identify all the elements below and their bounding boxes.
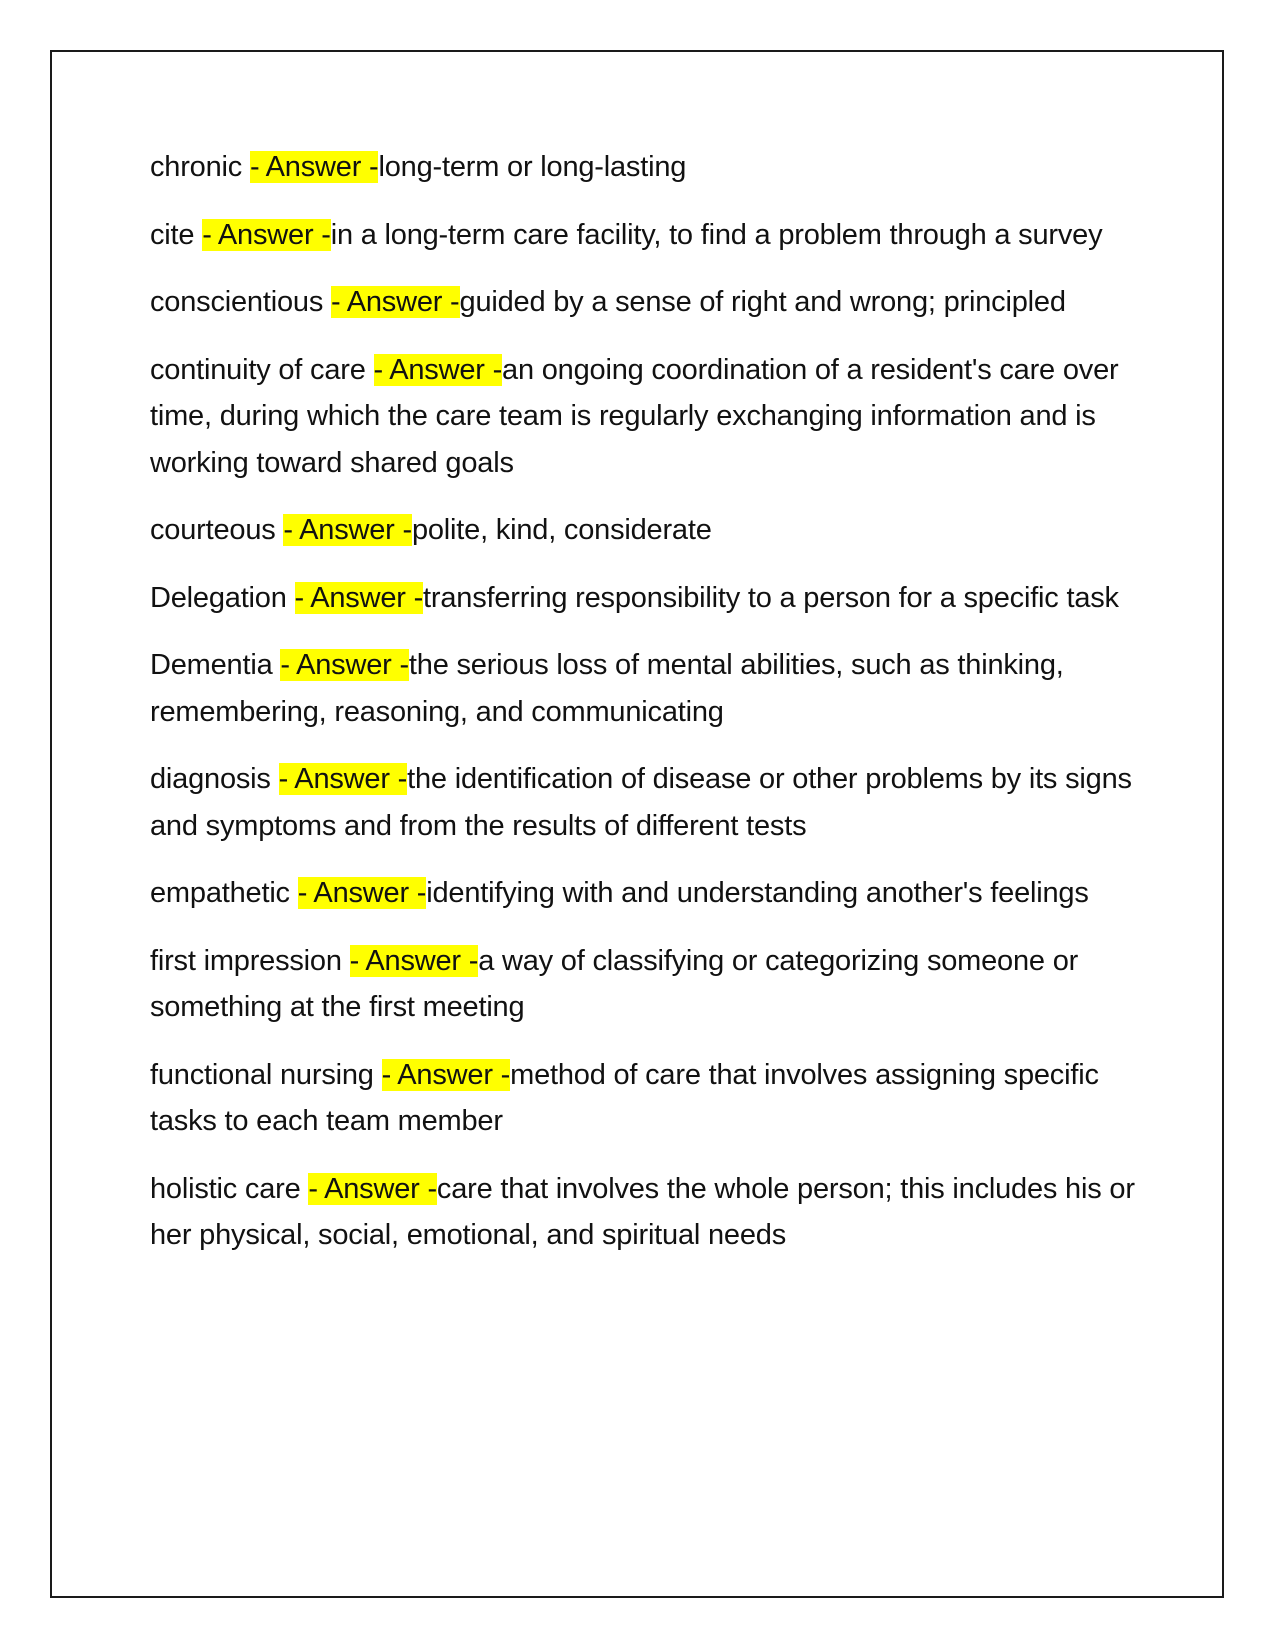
entry-term: chronic (150, 151, 250, 183)
glossary-entry (150, 507, 1140, 554)
entry-term: functional nursing (150, 1058, 382, 1091)
entry-term: continuity of care (150, 353, 374, 386)
answer-highlight: - Answer - (297, 877, 427, 909)
glossary-entry (150, 212, 1140, 259)
entry-definition: an ongoing coordination of a resident's care over time, during which the care team is regularly exchanging information and is working toward shared goals (150, 353, 1119, 479)
entry-term: Dementia (150, 649, 281, 681)
answer-highlight: - Answer - (280, 649, 409, 681)
answer-highlight: - Answer - (249, 151, 379, 183)
entry-term: conscientious (150, 286, 331, 318)
entry-definition: guided by a sense of right and wrong; principled (459, 286, 1066, 318)
entry-term: empathetic (150, 877, 298, 909)
answer-highlight: - Answer - (202, 218, 331, 251)
entry-definition: polite, kind, considerate (411, 514, 712, 546)
glossary-list (150, 144, 1140, 1280)
answer-highlight: - Answer - (308, 1172, 437, 1205)
glossary-entry (150, 756, 1140, 849)
entry-definition: in a long-term care facility, to find a problem through a survey (330, 218, 1103, 251)
glossary-entry (150, 870, 1140, 917)
entry-definition: care that involves the whole person; this includes his or her physical, social, emotional, and spiritual needs (150, 1172, 1135, 1251)
entry-definition: transferring responsibility to a person for a specific task (423, 581, 1119, 614)
glossary-entry (150, 1166, 1140, 1259)
entry-term: cite (150, 218, 203, 251)
entry-term: holistic care (150, 1172, 309, 1205)
answer-highlight: - Answer - (294, 581, 424, 614)
entry-definition: the serious loss of mental abilities, such as thinking, remembering, reasoning, and communicating (150, 649, 1064, 728)
entry-definition: the identification of disease or other problems by its signs and symptoms and from the results of different tests (150, 763, 1132, 842)
glossary-entry (150, 938, 1140, 1031)
answer-highlight: - Answer - (349, 944, 479, 977)
entry-definition: long-term or long-lasting (378, 151, 687, 183)
glossary-entry (150, 279, 1140, 326)
glossary-entry (150, 1052, 1140, 1145)
answer-highlight: - Answer - (283, 514, 412, 546)
answer-highlight: - Answer - (381, 1058, 511, 1091)
entry-term: diagnosis (150, 763, 279, 795)
entry-term: courteous (150, 514, 284, 546)
glossary-entry (150, 144, 1140, 191)
entry-definition: method of care that involves assigning specific tasks to each team member (150, 1058, 1099, 1137)
entry-definition: identifying with and understanding another's feelings (426, 877, 1089, 909)
entry-term: Delegation (150, 581, 295, 614)
entry-term: first impression (150, 944, 350, 977)
entry-definition: a way of classifying or categorizing someone or something at the first meeting (150, 944, 1079, 1023)
glossary-entry (150, 347, 1140, 487)
answer-highlight: - Answer - (278, 763, 408, 795)
glossary-entry (150, 642, 1140, 735)
glossary-entry (150, 575, 1140, 622)
answer-highlight: - Answer - (330, 286, 460, 318)
answer-highlight: - Answer - (373, 353, 503, 386)
